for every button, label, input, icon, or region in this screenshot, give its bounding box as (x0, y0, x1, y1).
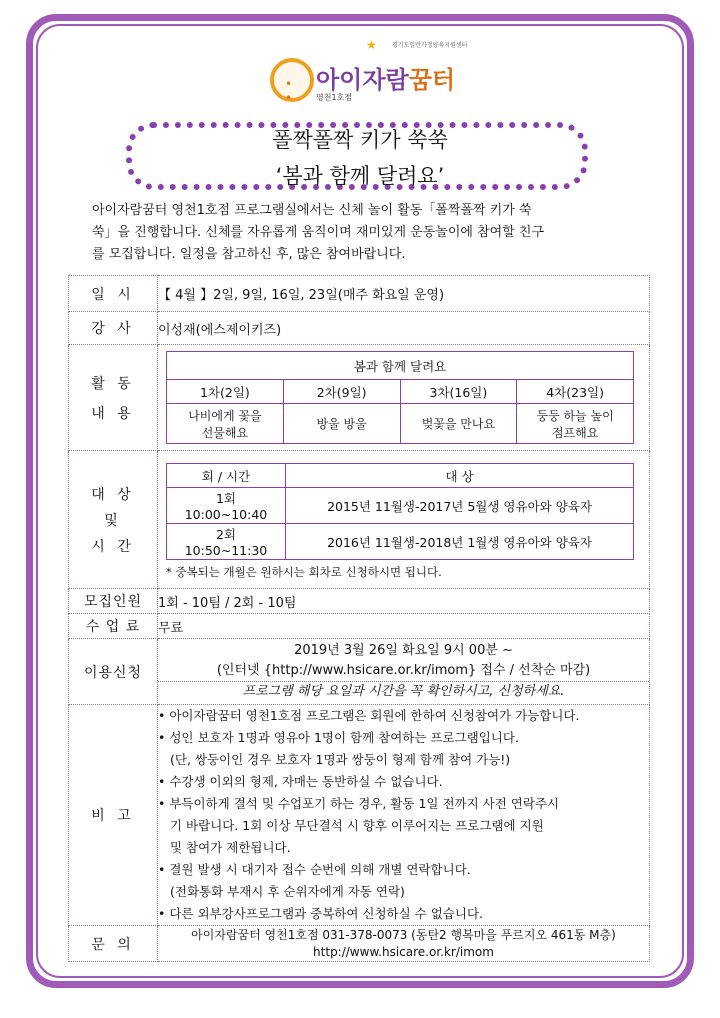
label-recruit: 모집인원 (69, 589, 158, 614)
value-instructor: 이성재(에스제이키즈) (158, 312, 650, 345)
contact-line1: 아이자람꿈터 영천1호점 031-378-0073 (동탄2 행복마을 푸르지오 461동 M층) (191, 927, 616, 942)
session-2-content: 방울 방울 (283, 404, 400, 444)
col-round-time: 회 / 시간 (167, 464, 286, 488)
label-apply: 이용신청 (69, 639, 158, 705)
contact-url[interactable]: http://www.hsicare.or.kr/imom (313, 944, 494, 959)
row-contact (69, 926, 650, 962)
value-fee: 무료 (158, 614, 650, 639)
logo-branch: 영천1호점 (316, 93, 353, 102)
session-3: 3차(16일) (400, 380, 517, 404)
label-activity: 활 동 내 용 (69, 345, 158, 451)
session-2: 2차(9일) (283, 380, 400, 404)
title-line2: ‘봄과 함께 달려요’ (275, 164, 445, 188)
label-contact: 문 의 (69, 926, 158, 962)
round-1: 1회 10:00~10:40 (167, 488, 286, 524)
activity-subtable (166, 351, 634, 444)
intro-text: 아이자람꿈터 영천1호점 프로그램실에서는 신체 놀이 활동「폴짝폴짝 키가 쑥 쑥」을 진행합니다. 신체를 자유롭게 움직이며 재미있게 운동놀이에 참여할 친구 를 모집합니다. 일정을 참고하신 후, 많은 참여바랍니다. (92, 203, 545, 262)
row-apply (69, 639, 650, 705)
col-target: 대 상 (286, 464, 634, 488)
label-fee: 수 업 료 (69, 614, 158, 639)
logo-tagline: 경기도일반가정양육지원센터 (392, 42, 468, 49)
round-1-target: 2015년 11월생-2017년 5월생 영유아와 양육자 (286, 488, 634, 524)
session-4-content: 둥둥 하늘 높이 점프해요 (517, 404, 634, 444)
label-date: 일 시 (69, 276, 158, 312)
logo-name: 아이자람꿈터 (316, 66, 456, 94)
row-date (69, 276, 650, 312)
session-1-content: 나비에게 꽃을 선물해요 (167, 404, 284, 444)
star-icon: ★ (366, 38, 377, 52)
row-target (69, 451, 650, 589)
row-remarks (69, 705, 650, 926)
row-instructor (69, 312, 650, 345)
round-2: 2회 10:50~11:30 (167, 524, 286, 560)
remarks-list: • 아이자람꿈터 영천1호점 프로그램은 회원에 한하여 신청참여가 가능합니다. • 성인 보호자 1명과 영유아 1명이 함께 참여하는 프로그램입니다. (단, 쌍둥이인 경우 보호자 1명과 쌍둥이 형제 함께 참여 가능!) • 수강생 이외의 형제, 자매는 동반하실 수 없습니다. • 부득이하게 결석 및 수업포기 하는 경우, 활동 1일 전까지 사전 연락주시 기 바랍니다. 1회 이상 무단결석 시 향후 이루어지는 프로그램에 지원 및 참여가 제한됩니다. • 결원 발생 시 대기자 접수 순번에 의해 개별 연락합니다. (전화통화 부재시 후 순위자에게 자동 연락) • 다른 외부강사프로그램과 중복하여 신청하실 수 없습니다. (158, 705, 650, 926)
label-target: 대 상 및 시 간 (69, 451, 158, 589)
session-4: 4차(23일) (517, 380, 634, 404)
activity-header: 봄과 함께 달려요 (167, 352, 634, 380)
info-table (68, 275, 650, 962)
session-1: 1차(2일) (167, 380, 284, 404)
apply-line3: 프로그램 해당 요일과 시간을 꼭 확인하시고, 신청하세요. (158, 681, 649, 702)
row-recruit (69, 589, 650, 614)
label-instructor: 강 사 (69, 312, 158, 345)
round-2-target: 2016년 11월생-2018년 1월생 영유아와 양육자 (286, 524, 634, 560)
apply-line2: (인터넷 {http://www.hsicare.or.kr/imom} 접수 / 선착순 마감) (216, 663, 591, 678)
smile-face-icon: • • (270, 58, 314, 102)
target-note: * 중복되는 개월은 원하시는 회차로 신청하시면 됩니다. (166, 565, 442, 579)
row-fee (69, 614, 650, 639)
value-date: 【 4월 】2일, 9일, 16일, 23일(매주 화요일 운영) (158, 276, 650, 312)
apply-line1: 2019년 3월 26일 화요일 9시 00분 ~ (294, 643, 513, 658)
session-3-content: 벚꽃을 만나요 (400, 404, 517, 444)
label-remarks: 비 고 (69, 705, 158, 926)
target-subtable (166, 463, 634, 560)
value-recruit: 1회 - 10팀 / 2회 - 10팀 (158, 589, 650, 614)
row-activity (69, 345, 650, 451)
title-line1: 폴짝폴짝 키가 쑥쑥 (272, 128, 448, 152)
